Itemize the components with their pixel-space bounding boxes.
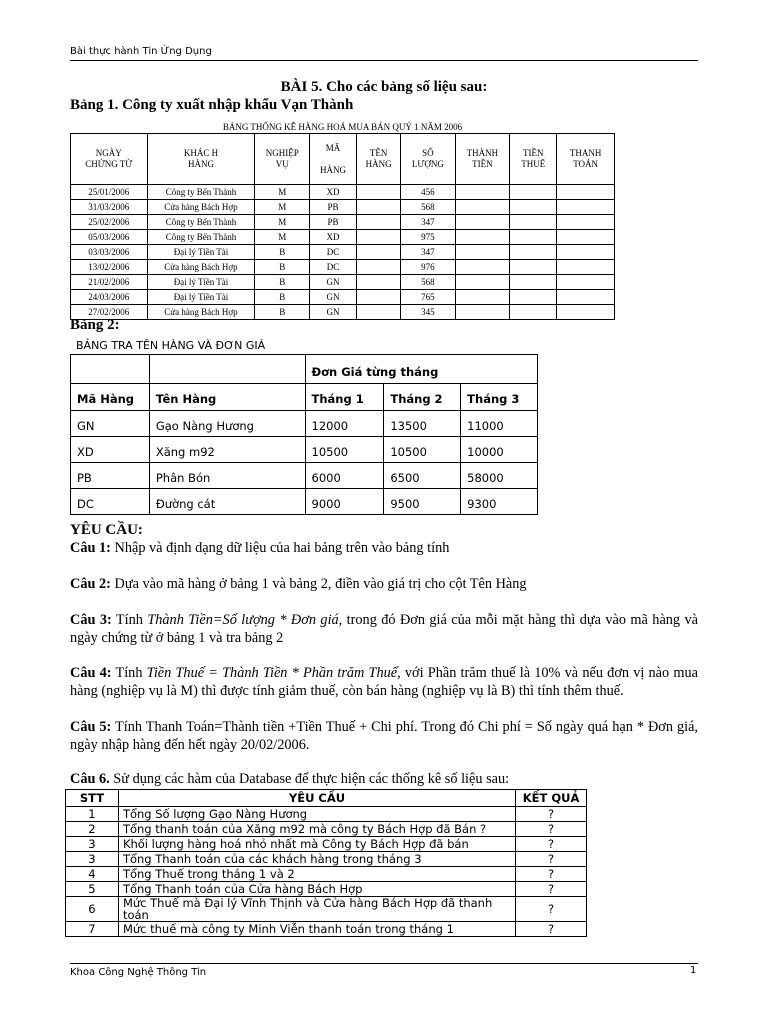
column-header: Tháng 1 [305, 384, 384, 411]
table-cell [357, 275, 401, 290]
table-cell [357, 200, 401, 215]
table-cell: 1 [66, 807, 119, 822]
price-lookup-table [70, 354, 538, 515]
table-cell: Tổng Số lượng Gạo Nàng Hương [118, 807, 515, 822]
table-row [71, 463, 538, 489]
table-cell: PB [309, 200, 356, 215]
question-label: Câu 6. [70, 771, 110, 787]
table-cell: 765 [401, 290, 456, 305]
table-cell [455, 290, 510, 305]
column-header: KHÁC H HÀNG [147, 134, 255, 185]
exercise-title: BÀI 5. Cho các bảng số liệu sau: [280, 79, 488, 95]
table-cell: 347 [401, 245, 456, 260]
table-row [66, 922, 587, 937]
table-cell: XD [309, 185, 356, 200]
column-header: Mã Hàng [71, 384, 150, 411]
table-cell: Đại lý Tiền Tài [147, 245, 255, 260]
table-cell: 27/02/2006 [71, 305, 148, 320]
table-cell: 13/02/2006 [71, 260, 148, 275]
table-cell [455, 215, 510, 230]
table-row [71, 200, 615, 215]
table-cell: ? [516, 922, 587, 937]
sales-table [70, 133, 615, 320]
table-cell [455, 230, 510, 245]
table-cell: 2 [66, 822, 119, 837]
table-cell: Mức thuế mà công ty Minh Viễn thanh toán trong tháng 1 [118, 922, 515, 937]
table-cell: GN [309, 275, 356, 290]
table-cell [455, 275, 510, 290]
table-cell: Đường cát [149, 489, 305, 515]
table-cell [455, 305, 510, 320]
table-cell [557, 230, 615, 245]
table-cell: DC [71, 489, 150, 515]
table-cell [510, 275, 557, 290]
table-cell: ? [516, 807, 587, 822]
question-1 [70, 539, 698, 557]
table-cell: DC [309, 260, 356, 275]
question-text: Dựa vào mã hàng ở bảng 1 và bảng 2, điền vào giá trị cho cột Tên Hàng [110, 576, 527, 592]
column-header: TÊN HÀNG [357, 134, 401, 185]
question-text: Sử dụng các hàm của Database để thực hiện các thống kê số liệu sau: [109, 771, 510, 787]
table-row [66, 867, 587, 882]
table-cell [557, 185, 615, 200]
table-cell [557, 245, 615, 260]
table-row [71, 185, 615, 200]
table-cell: 6 [66, 897, 119, 922]
table-cell [557, 260, 615, 275]
table-cell: Mức Thuế mà Đại lý Vĩnh Thịnh và Cửa hàng Bách Hợp đã thanh toán [118, 897, 515, 922]
table-cell: Đại lý Tiền Tài [147, 290, 255, 305]
table-cell: ? [516, 897, 587, 922]
table-cell: 3 [66, 837, 119, 852]
table-cell [357, 260, 401, 275]
question-5 [70, 718, 698, 754]
table-row [66, 807, 587, 822]
question-4 [70, 664, 698, 700]
table-cell: ? [516, 882, 587, 897]
table-cell: GN [309, 290, 356, 305]
statistics-table [65, 789, 587, 937]
table-cell [510, 305, 557, 320]
table-cell: 976 [401, 260, 456, 275]
question-text: với Phần trăm thuế là 10% và nếu đơn vị nào mua hàng (nghiệp vụ là M) thì được tính giảm thuế, còn bán hàng (nghiệp vụ là B) thì tính thêm thuế. [70, 665, 698, 699]
table-cell [557, 275, 615, 290]
empty-cell [149, 355, 305, 384]
column-header: KẾT QUẢ [516, 790, 587, 807]
table-cell: ? [516, 852, 587, 867]
table-cell: 13500 [384, 411, 461, 437]
column-header: NGHIỆP VỤ [255, 134, 310, 185]
question-label: Câu 2: [70, 576, 111, 592]
table-cell: 6000 [305, 463, 384, 489]
table-row [66, 837, 587, 852]
table-cell: Công ty Bến Thành [147, 185, 255, 200]
table-cell: XD [71, 437, 150, 463]
table-cell: Đại lý Tiền Tài [147, 275, 255, 290]
table-cell [357, 230, 401, 245]
empty-cell [71, 355, 150, 384]
table1-subtitle: BẢNG THỐNG KÊ HÀNG HOÁ MUA BÁN QUÝ 1 NĂM 2006 [222, 122, 463, 132]
column-header: THANH TOÁN [557, 134, 615, 185]
table-cell: GN [71, 411, 150, 437]
table-cell: 4 [66, 867, 119, 882]
table-cell: B [255, 305, 310, 320]
table-cell: 24/03/2006 [71, 290, 148, 305]
table-row [66, 882, 587, 897]
table2-subtitle: BẢNG TRA TÊN HÀNG VÀ ĐƠN GIÁ [76, 339, 266, 352]
table-cell: Xăng m92 [149, 437, 305, 463]
table-cell: Tổng Thuế trong tháng 1 và 2 [118, 867, 515, 882]
table-row [71, 437, 538, 463]
table-cell: ? [516, 837, 587, 852]
table-cell: GN [309, 305, 356, 320]
column-header: MÃ HÀNG [309, 134, 356, 185]
table-cell [357, 245, 401, 260]
table-cell: 25/01/2006 [71, 185, 148, 200]
table-cell [455, 200, 510, 215]
table-cell: 345 [401, 305, 456, 320]
table-cell: Tổng thanh toán của Xăng m92 mà công ty Bách Hợp đã Bán ? [118, 822, 515, 837]
table-cell [510, 185, 557, 200]
table-cell: PB [309, 215, 356, 230]
table-cell: Cửa hàng Bách Hợp [147, 305, 255, 320]
table-cell: 10500 [305, 437, 384, 463]
requirements-heading: YÊU CẦU: [70, 522, 143, 538]
table-row [71, 260, 615, 275]
table-cell: 21/02/2006 [71, 275, 148, 290]
table-cell: 9000 [305, 489, 384, 515]
question-label: Câu 1: [70, 540, 111, 556]
question-text: Tính [111, 665, 147, 681]
column-header: STT [66, 790, 119, 807]
table-cell: 25/02/2006 [71, 215, 148, 230]
table-cell: DC [309, 245, 356, 260]
table-cell: 975 [401, 230, 456, 245]
question-6 [70, 770, 698, 788]
table-cell: Tổng Thanh toán của Cửa hàng Bách Hợp [118, 882, 515, 897]
unit-price-group-header: Đơn Giá từng tháng [305, 355, 538, 384]
table-cell: 7 [66, 922, 119, 937]
table-cell [510, 230, 557, 245]
table-cell: 568 [401, 200, 456, 215]
table-row [71, 290, 615, 305]
question-label: Câu 3: [70, 612, 112, 628]
table-cell [510, 200, 557, 215]
table-cell [510, 290, 557, 305]
page-header: Bài thực hành Tin Ứng Dụng [70, 46, 212, 57]
table-cell [557, 215, 615, 230]
table-cell: 05/03/2006 [71, 230, 148, 245]
table-cell [357, 185, 401, 200]
table-row [71, 230, 615, 245]
table-cell: XD [309, 230, 356, 245]
table-cell: Gạo Nàng Hương [149, 411, 305, 437]
page-number: 1 [690, 965, 697, 976]
table-row [71, 305, 615, 320]
table-cell: M [255, 215, 310, 230]
table-cell [455, 260, 510, 275]
table-cell: Công ty Bến Thành [147, 215, 255, 230]
column-header: Tháng 3 [461, 384, 538, 411]
question-3 [70, 611, 698, 647]
table-cell: ? [516, 867, 587, 882]
table-cell: 568 [401, 275, 456, 290]
question-label: Câu 4: [70, 665, 112, 681]
question-2 [70, 575, 698, 593]
table-cell [455, 185, 510, 200]
table-cell: 9500 [384, 489, 461, 515]
table-cell: 10500 [384, 437, 461, 463]
table-row [66, 852, 587, 867]
table-cell [510, 260, 557, 275]
table-cell [557, 200, 615, 215]
table-cell: 31/03/2006 [71, 200, 148, 215]
table-row [71, 245, 615, 260]
table-cell [510, 215, 557, 230]
column-header: NGÀY CHỨNG TỪ [71, 134, 148, 185]
table-row [66, 822, 587, 837]
table-row [71, 411, 538, 437]
table-cell: B [255, 260, 310, 275]
table-cell: 11000 [461, 411, 538, 437]
table2-title: Bảng 2: [70, 317, 120, 333]
column-header: Tên Hàng [149, 384, 305, 411]
column-header: Tháng 2 [384, 384, 461, 411]
table-cell: 9300 [461, 489, 538, 515]
table-cell: 10000 [461, 437, 538, 463]
table-cell: Phân Bón [149, 463, 305, 489]
table-cell: M [255, 185, 310, 200]
table-cell: 5 [66, 882, 119, 897]
page-footer: Khoa Công Nghệ Thông Tin [70, 967, 207, 978]
table-row [71, 489, 538, 515]
table-cell [455, 245, 510, 260]
table-cell: B [255, 290, 310, 305]
table-cell [510, 245, 557, 260]
table-cell [557, 305, 615, 320]
table-cell [357, 305, 401, 320]
table-cell: Cửa hàng Bách Hợp [147, 260, 255, 275]
table-cell: 6500 [384, 463, 461, 489]
table-cell: 12000 [305, 411, 384, 437]
table-cell: 456 [401, 185, 456, 200]
table-cell: Khối lượng hàng hoá nhỏ nhất mà Công ty Bách Hợp đã bán [118, 837, 515, 852]
table-cell: B [255, 275, 310, 290]
formula: Thành Tiền=Số lượng * Đơn giá, [147, 612, 343, 628]
question-label: Câu 5: [70, 719, 112, 735]
table-cell: ? [516, 822, 587, 837]
question-text: Tính Thanh Toán=Thành tiền +Tiền Thuế + Chi phí. Trong đó Chi phí = Số ngày quá hạn * Đơn giá, ngày nhập hàng đến hết ngày 20/02/2006. [70, 719, 698, 753]
table-cell: Công ty Bến Thành [147, 230, 255, 245]
table-cell [557, 290, 615, 305]
question-text: Nhập và định dạng dữ liệu của hai bảng trên vào bảng tính [110, 540, 450, 556]
table-cell: M [255, 200, 310, 215]
table-cell: PB [71, 463, 150, 489]
table-cell: Cửa hàng Bách Hợp [147, 200, 255, 215]
header-rule [70, 60, 698, 61]
column-header: THÀNH TIỀN [455, 134, 510, 185]
table-row [71, 275, 615, 290]
formula: Tiền Thuế = Thành Tiền * Phần trăm Thuế, [146, 665, 401, 681]
question-text: Tính [111, 612, 148, 628]
table-cell: 58000 [461, 463, 538, 489]
table-cell: B [255, 245, 310, 260]
column-header: TIỀN THUẾ [510, 134, 557, 185]
table-cell [357, 215, 401, 230]
question-text: trong đó Đơn giá của mỗi mặt hàng thì dựa vào mã hàng và ngày chứng từ ở bảng 1 và tra bảng 2 [70, 612, 698, 646]
table-cell: 347 [401, 215, 456, 230]
footer-rule [70, 963, 698, 964]
table1-title: Bảng 1. Công ty xuất nhập khẩu Vạn Thành [70, 97, 354, 113]
table-cell: 03/03/2006 [71, 245, 148, 260]
table-row [66, 897, 587, 922]
table-cell: Tổng Thanh toán của các khách hàng trong tháng 3 [118, 852, 515, 867]
table-cell: M [255, 230, 310, 245]
table-cell [357, 290, 401, 305]
column-header: SỐ LƯỢNG [401, 134, 456, 185]
table-cell: 3 [66, 852, 119, 867]
table-row [71, 215, 615, 230]
column-header: YÊU CẦU [118, 790, 515, 807]
